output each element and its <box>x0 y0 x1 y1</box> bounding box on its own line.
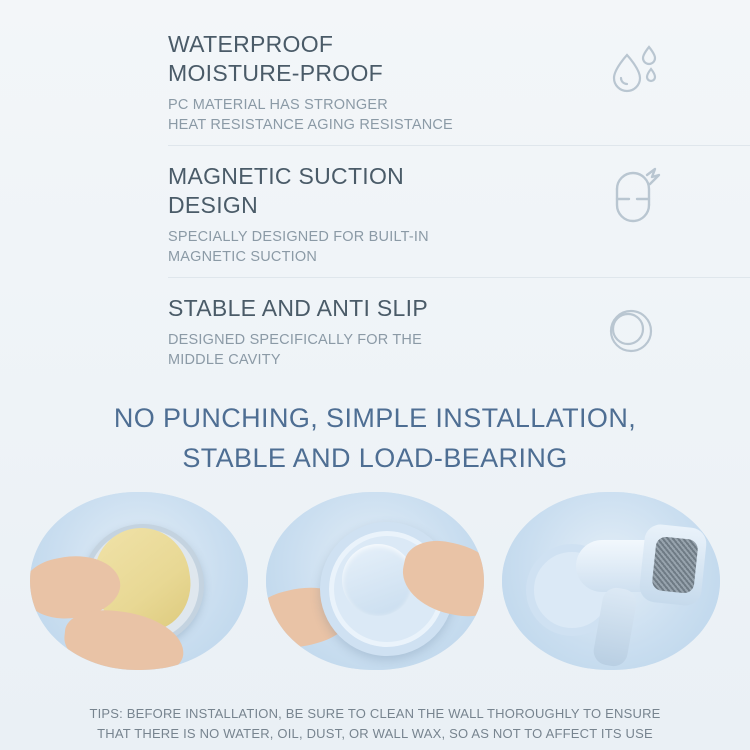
hair-dryer-grill <box>651 536 698 594</box>
feature-title-line1: MAGNETIC SUCTION <box>168 163 405 189</box>
feature-subtitle <box>168 95 498 135</box>
feature-subtitle <box>168 227 498 267</box>
feature-subtitle-line1: DESIGNED SPECIFICALLY FOR THE <box>168 332 422 348</box>
feature-subtitle-line1: PC MATERIAL HAS STRONGER <box>168 97 388 113</box>
installation-photo-strip <box>0 492 750 670</box>
water-drop-icon <box>584 26 680 110</box>
feature-subtitle-line1: SPECIALLY DESIGNED FOR BUILT-IN <box>168 229 429 245</box>
magnet-icon <box>584 158 680 242</box>
photo-press-mount <box>266 492 484 670</box>
tips-text <box>0 704 750 744</box>
feature-text-block <box>168 286 584 370</box>
feature-text-block <box>168 22 584 135</box>
headline-line1: NO PUNCHING, SIMPLE INSTALLATION, <box>113 403 637 433</box>
circle-ring-icon <box>584 290 680 374</box>
feature-item-antislip <box>168 277 750 384</box>
feature-title <box>168 162 468 220</box>
feature-subtitle-line2: MAGNETIC SUCTION <box>168 249 318 265</box>
headline <box>0 398 750 478</box>
headline-line2: STABLE AND LOAD-BEARING <box>182 443 568 473</box>
feature-item-magnetic <box>168 145 750 277</box>
feature-title <box>168 30 468 88</box>
feature-item-waterproof <box>0 14 750 145</box>
photo-peel-adhesive <box>30 492 248 670</box>
photo-dryer-mounted <box>502 492 720 670</box>
feature-title-line2: MOISTURE-PROOF <box>168 60 384 86</box>
feature-title-line1: WATERPROOF <box>168 31 334 57</box>
feature-title-line2: DESIGN <box>168 192 258 218</box>
feature-text-block <box>168 154 584 267</box>
feature-subtitle-line2: HEAT RESISTANCE AGING RESISTANCE <box>168 117 453 133</box>
tips-line2: THAT THERE IS NO WATER, OIL, DUST, OR WALL WAX, SO AS NOT TO AFFECT ITS USE <box>97 726 653 741</box>
feature-title <box>168 294 468 323</box>
feature-title-line1: STABLE AND ANTI <box>168 295 371 321</box>
feature-subtitle-line2: MIDDLE CAVITY <box>168 352 281 368</box>
tips-line1: TIPS: BEFORE INSTALLATION, BE SURE TO CLEAN THE WALL THOROUGHLY TO ENSURE <box>89 706 661 721</box>
feature-subtitle <box>168 330 498 370</box>
feature-title-line2: SLIP <box>376 295 428 321</box>
